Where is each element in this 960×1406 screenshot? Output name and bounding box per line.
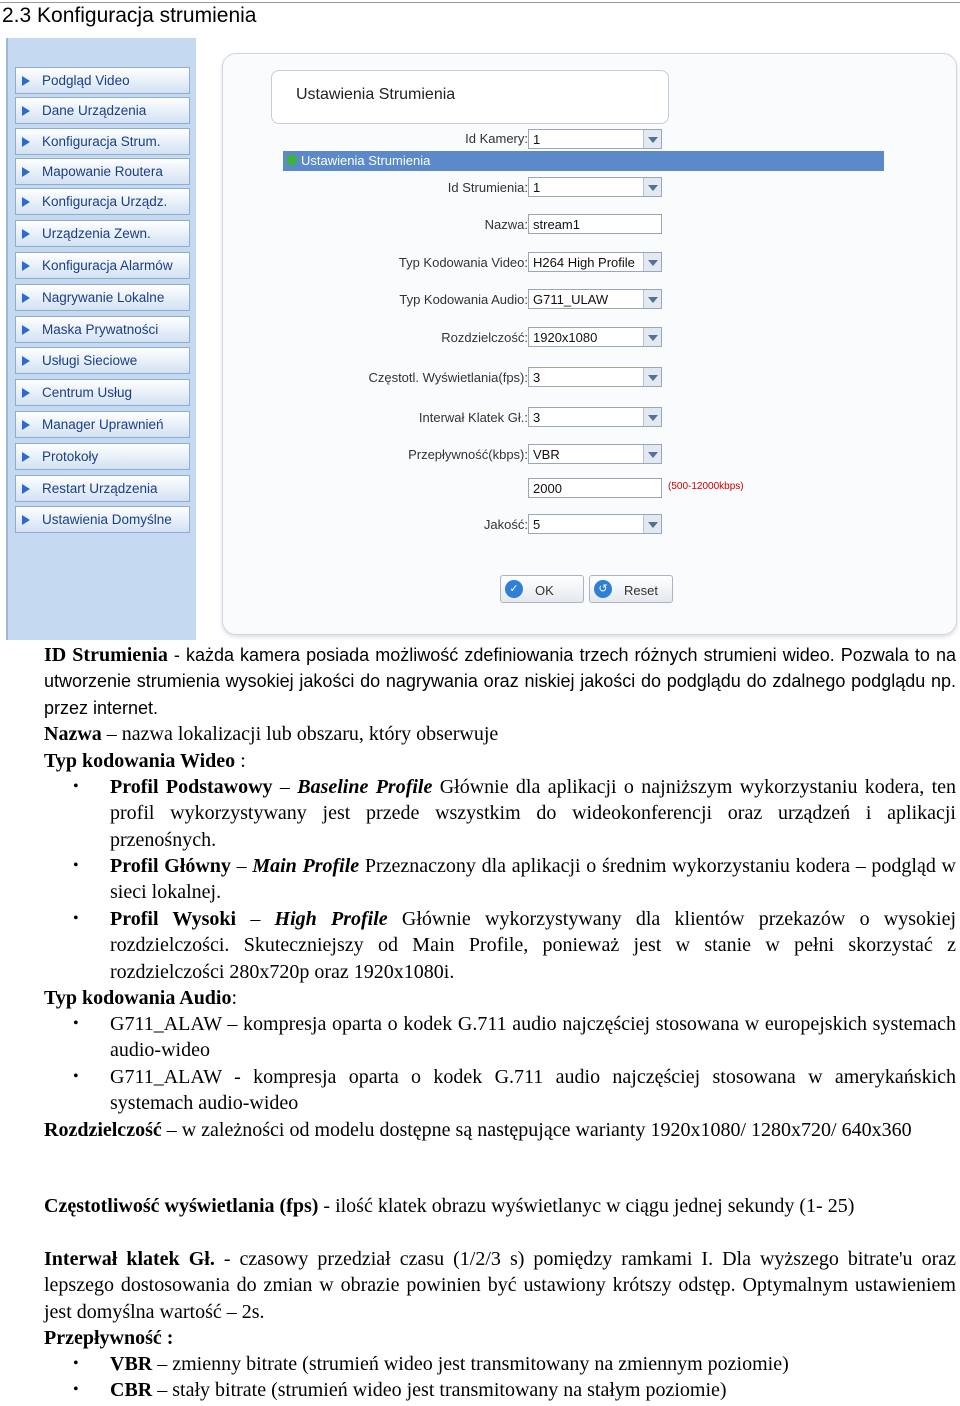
- description: Przeznaczony dla aplikacji o średnim wykorzystaniu kodera – podgląd w sieci lokalnej.: [110, 855, 956, 904]
- sidebar-item-ustawienia-domyslne[interactable]: [15, 506, 190, 533]
- quality-select[interactable]: [528, 514, 662, 534]
- arrow-icon: [22, 356, 30, 366]
- bullet-icon: •: [73, 778, 79, 795]
- reset-button-label: Reset: [624, 583, 658, 598]
- sidebar-item-protokoly[interactable]: [15, 443, 190, 470]
- arrow-icon: [22, 388, 30, 398]
- fps-select[interactable]: [528, 367, 662, 387]
- dash: –: [272, 776, 298, 798]
- vbr-item: [110, 1351, 956, 1377]
- description: :: [235, 750, 246, 772]
- audio-codec-heading: [44, 985, 956, 1011]
- camera-id-label: Id Kamery:: [465, 131, 528, 146]
- resolution-label: Rozdzielczość:: [441, 330, 528, 345]
- bullet-icon: •: [73, 857, 79, 874]
- sidebar-item-restart-urzadzenia[interactable]: [15, 475, 190, 502]
- iframe-interval-select[interactable]: [528, 407, 662, 427]
- arrow-icon: [22, 515, 30, 525]
- video-codec-value: H264 High Profile: [533, 255, 635, 270]
- panel-title: Ustawienia Strumienia: [296, 86, 456, 103]
- arrow-icon: [22, 484, 30, 494]
- main-profile-item: [110, 853, 956, 906]
- term: ID Strumienia: [44, 644, 168, 666]
- sidebar-item-uslugi-sieciowe[interactable]: [15, 347, 190, 374]
- dash: –: [236, 908, 275, 930]
- bullet-icon: •: [73, 1068, 79, 1085]
- dash: –: [230, 855, 253, 877]
- bullet-icon: •: [73, 910, 79, 927]
- audio-codec-label: Typ Kodowania Audio:: [399, 292, 528, 307]
- iframe-paragraph: [44, 1246, 956, 1325]
- term: Profil Podstawowy: [110, 776, 273, 798]
- reset-icon: ↺: [594, 580, 612, 598]
- section-title: 2.3 Konfiguracja strumienia: [2, 4, 257, 27]
- chevron-down-icon: [643, 515, 661, 533]
- description: – zmienny bitrate (strumień wideo jest transmitowany na zmiennym poziomie): [152, 1353, 789, 1375]
- term: Typ kodowania Audio: [44, 987, 232, 1009]
- sidebar-item-label: Konfiguracja Strum.: [42, 134, 161, 149]
- description: Głównie wykorzystywany dla klientów przekazów o wysokiej rozdzielczości. Skuteczniejszy od Main Profile, ponieważ jest w stanie w pełni skorzystać z rozdzielczości 280x720p oraz 1920x1080i.: [110, 908, 957, 983]
- arrow-icon: [22, 293, 30, 303]
- term: Nazwa: [44, 723, 102, 745]
- alaw-eu-item: G711_ALAW – kompresja oparta o kodek G.711 audio najczęściej stosowana w europejskich systemach audio-wideo: [110, 1013, 956, 1062]
- stream-id-select[interactable]: [528, 177, 662, 197]
- term: Przepływność :: [44, 1327, 174, 1349]
- stream-id-value: 1: [533, 180, 541, 195]
- sidebar-item-label: Manager Uprawnień: [42, 417, 164, 432]
- camera-id-value: 1: [533, 132, 541, 147]
- sidebar-item-label: Dane Urządzenia: [42, 103, 147, 118]
- description: - każda kamera posiada możliwość zdefiniowania trzech różnych strumieni wideo. Pozwala to na utworzenie strumienia wysokiej jakości do nagrywania oraz niskiej jakości do podglądu do zdalnego podglądu np. przez internet.: [44, 645, 956, 718]
- sidebar-item-konfiguracja-strum[interactable]: [15, 128, 190, 155]
- bullet-icon: •: [73, 1381, 79, 1398]
- sidebar-item-podglad-video[interactable]: [15, 67, 190, 94]
- camera-id-select[interactable]: [528, 129, 662, 149]
- description: :: [231, 987, 238, 1009]
- high-profile-item: [110, 906, 956, 985]
- sidebar-item-label: Mapowanie Routera: [42, 164, 163, 179]
- name-label: Nazwa:: [484, 217, 528, 232]
- arrow-icon: [287, 155, 297, 165]
- chevron-down-icon: [643, 178, 661, 196]
- stream-id-paragraph: [44, 642, 956, 721]
- chevron-down-icon: [643, 408, 661, 426]
- term: Profil Główny: [110, 855, 231, 877]
- ok-button-label: OK: [535, 583, 554, 598]
- quality-label: Jakość:: [483, 517, 528, 532]
- term: CBR: [110, 1379, 153, 1401]
- name-input[interactable]: [528, 214, 662, 234]
- sidebar-item-maska-prywatnosci[interactable]: [15, 316, 190, 343]
- iframe-interval-value: 3: [533, 410, 541, 425]
- term-english: Main Profile: [252, 855, 360, 877]
- sidebar-item-label: Usługi Sieciowe: [42, 353, 138, 368]
- bitrate-mode-value: VBR: [533, 447, 560, 462]
- bitrate-mode-select[interactable]: [528, 444, 662, 464]
- sidebar-item-konfiguracja-alarmow[interactable]: [15, 252, 190, 279]
- title-rule: [0, 2, 960, 3]
- arrow-icon: [22, 76, 30, 86]
- term: Częstotliwość wyświetlania (fps): [44, 1195, 319, 1217]
- video-codec-heading: [44, 748, 956, 774]
- sidebar-item-dane-urzadzenia[interactable]: [15, 97, 190, 124]
- description: Głównie dla aplikacji o najniższym wykorzystaniu kodera, ten profil wykorzystywany jest przede wszystkim do wideokonferencji oraz urządzeń i aplikacji przenośnych.: [110, 776, 957, 851]
- stream-id-label: Id Strumienia:: [447, 180, 528, 195]
- arrow-icon: [22, 420, 30, 430]
- chevron-down-icon: [643, 253, 661, 271]
- description: – stały bitrate (strumień wideo jest transmitowany na stałym poziomie): [152, 1379, 727, 1401]
- arrow-icon: [22, 452, 30, 462]
- arrow-icon: [22, 229, 30, 239]
- sidebar-item-label: Nagrywanie Lokalne: [42, 290, 165, 305]
- cbr-item: [110, 1377, 956, 1403]
- fps-label: Częstotl. Wyświetlania(fps):: [368, 370, 528, 385]
- arrow-icon: [22, 137, 30, 147]
- arrow-icon: [22, 106, 30, 116]
- sidebar-item-label: Konfiguracja Alarmów: [42, 258, 173, 273]
- audio-codec-value: G711_ULAW: [533, 292, 609, 307]
- term: VBR: [110, 1353, 153, 1375]
- sidebar-item-label: Urządzenia Zewn.: [42, 226, 151, 241]
- video-codec-select[interactable]: [528, 252, 662, 272]
- baseline-profile-item: [110, 774, 956, 853]
- resolution-select[interactable]: [528, 327, 662, 347]
- chevron-down-icon: [643, 445, 661, 463]
- quality-value: 5: [533, 517, 541, 532]
- chevron-down-icon: [643, 130, 661, 148]
- name-value: stream1: [533, 217, 580, 232]
- stream-settings-bar: [283, 151, 884, 171]
- arrow-icon: [22, 197, 30, 207]
- name-paragraph: [44, 721, 956, 747]
- resolution-paragraph: [44, 1117, 956, 1143]
- bitrate-mode-label: Przepływność(kbps):: [408, 447, 528, 462]
- chevron-down-icon: [643, 328, 661, 346]
- bullet-icon: •: [73, 1015, 79, 1032]
- sidebar-item-mapowanie-routera[interactable]: [15, 158, 190, 185]
- chevron-down-icon: [643, 368, 661, 386]
- sidebar-item-label: Protokoły: [42, 449, 99, 464]
- audio-codec-select[interactable]: [528, 289, 662, 309]
- video-codec-label: Typ Kodowania Video:: [398, 255, 528, 270]
- sidebar-item-manager-uprawnien[interactable]: [15, 411, 190, 438]
- description: – w zależności od modelu dostępne są następujące warianty 1920x1080/ 1280x720/ 640x360: [161, 1119, 912, 1141]
- ok-button[interactable]: [500, 575, 584, 603]
- sidebar-item-konfiguracja-urzadz[interactable]: [15, 188, 190, 215]
- description: - ilość klatek obrazu wyświetlanyc w ciągu jednej sekundy (1- 25): [318, 1195, 855, 1217]
- description: - czasowy przedział czasu (1/2/3 s) pomiędzy ramkami I. Dla wyższego bitrate'u oraz lepszego dostosowania do zmian w obrazie powinien być ustawiony krótszy odstęp. Optymalnym ustawieniem jest domyślna wartość – 2s.: [44, 1248, 956, 1323]
- resolution-value: 1920x1080: [533, 330, 598, 345]
- term-english: Baseline Profile: [297, 776, 433, 798]
- sidebar-item-label: Restart Urządzenia: [42, 481, 158, 496]
- term: Rozdzielczość: [44, 1119, 162, 1141]
- check-icon: ✓: [505, 580, 523, 598]
- iframe-interval-label: Interwał Klatek Gł.:: [418, 410, 528, 425]
- bitrate-hint: (500-12000kbps): [668, 481, 744, 492]
- stream-settings-bar-label: Ustawienia Strumienia: [301, 153, 431, 168]
- sidebar-item-label: Ustawienia Domyślne: [42, 512, 172, 527]
- sidebar-item-label: Maska Prywatności: [42, 322, 159, 337]
- description: – nazwa lokalizacji lub obszaru, który obserwuje: [101, 723, 499, 745]
- term-english: High Profile: [274, 908, 388, 930]
- sidebar-menu: [6, 38, 196, 640]
- arrow-icon: [22, 167, 30, 177]
- chevron-down-icon: [643, 290, 661, 308]
- bitrate-value: 2000: [533, 481, 562, 496]
- sidebar-item-label: Podgląd Video: [42, 73, 130, 88]
- alaw-us-item: G711_ALAW - kompresja oparta o kodek G.711 audio najczęściej stosowana w amerykańskich systemach audio-wideo: [110, 1066, 956, 1115]
- arrow-icon: [22, 261, 30, 271]
- sidebar-item-urzadzenia-zewn[interactable]: [15, 220, 190, 247]
- bitrate-input[interactable]: [528, 478, 662, 498]
- fps-value: 3: [533, 370, 541, 385]
- sidebar-item-label: Centrum Usług: [42, 385, 133, 400]
- sidebar-item-centrum-uslug[interactable]: [15, 379, 190, 406]
- bitrate-heading: [44, 1325, 956, 1351]
- fps-paragraph: [44, 1193, 956, 1219]
- sidebar-item-nagrywanie-lokalne[interactable]: [15, 284, 190, 311]
- reset-button[interactable]: [589, 575, 673, 603]
- term: Profil Wysoki: [110, 908, 237, 930]
- arrow-icon: [22, 325, 30, 335]
- sidebar-item-label: Konfiguracja Urządz.: [42, 194, 168, 209]
- bullet-icon: •: [73, 1355, 79, 1372]
- term: Typ kodowania Wideo: [44, 750, 236, 772]
- term: Interwał klatek Gł.: [44, 1248, 215, 1270]
